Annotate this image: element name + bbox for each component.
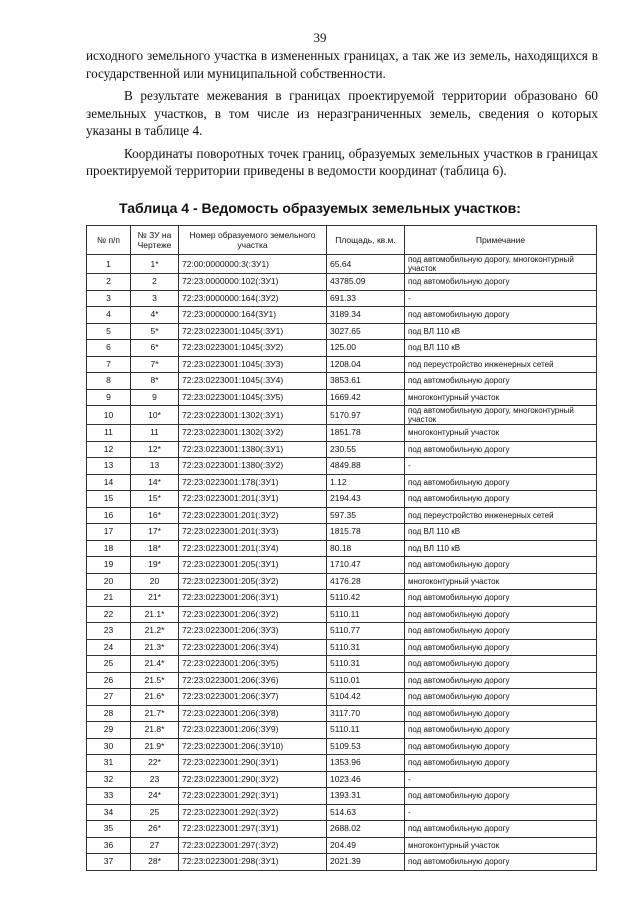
cell-plot-number: 72:23:0223001:1045(:ЗУ1): [179, 323, 327, 340]
cell-note: -: [405, 771, 597, 788]
cell-drawing-number: 21.4*: [131, 656, 179, 673]
cell-area: 5110.42: [327, 590, 405, 607]
cell-area: 514.63: [327, 804, 405, 821]
cell-area: 204.49: [327, 837, 405, 854]
column-header-area: Площадь, кв.м.: [327, 226, 405, 255]
cell-plot-number: 72:23:0223001:205(:ЗУ2): [179, 573, 327, 590]
cell-index: 34: [87, 804, 131, 821]
cell-note: под автомобильную дорогу: [405, 672, 597, 689]
cell-index: 16: [87, 507, 131, 524]
cell-area: 5110.31: [327, 639, 405, 656]
table-row: [87, 507, 597, 524]
cell-area: 3117.70: [327, 705, 405, 722]
body-text: [86, 47, 598, 185]
cell-index: 13: [87, 458, 131, 475]
cell-drawing-number: 19*: [131, 557, 179, 574]
cell-drawing-number: 9: [131, 389, 179, 406]
cell-area: 3853.61: [327, 373, 405, 390]
cell-index: 5: [87, 323, 131, 340]
cell-index: 4: [87, 307, 131, 324]
cell-note: под автомобильную дорогу: [405, 656, 597, 673]
cell-area: 1393.31: [327, 788, 405, 805]
cell-plot-number: 72:23:0223001:290(:ЗУ2): [179, 771, 327, 788]
cell-area: 1851.78: [327, 425, 405, 442]
cell-drawing-number: 21*: [131, 590, 179, 607]
cell-area: 65.64: [327, 255, 405, 274]
page-number: 39: [313, 30, 327, 45]
table-row: [87, 804, 597, 821]
cell-area: 1710.47: [327, 557, 405, 574]
table-row: [87, 672, 597, 689]
cell-area: 597.35: [327, 507, 405, 524]
cell-note: под автомобильную дорогу: [405, 373, 597, 390]
table-row: [87, 656, 597, 673]
table-row: [87, 255, 597, 274]
table-row: [87, 425, 597, 442]
cell-drawing-number: 21.7*: [131, 705, 179, 722]
cell-area: 1669.42: [327, 389, 405, 406]
cell-note: под автомобильную дорогу, многоконтурный участок: [405, 255, 597, 274]
cell-note: многоконтурный участок: [405, 425, 597, 442]
column-header-index: № п/п: [87, 226, 131, 255]
cell-drawing-number: 2: [131, 274, 179, 291]
cell-plot-number: 72:23:0223001:292(:ЗУ2): [179, 804, 327, 821]
cell-area: 5110.11: [327, 722, 405, 739]
column-header-note: Примечание: [405, 226, 597, 255]
cell-index: 6: [87, 340, 131, 357]
cell-plot-number: 72:23:0223001:206(:ЗУ3): [179, 623, 327, 640]
cell-drawing-number: 11: [131, 425, 179, 442]
cell-plot-number: 72:23:0223001:1302(:ЗУ2): [179, 425, 327, 442]
cell-drawing-number: 25: [131, 804, 179, 821]
cell-plot-number: 72:23:0000000:102(:ЗУ1): [179, 274, 327, 291]
cell-area: 1815.78: [327, 524, 405, 541]
cell-index: 20: [87, 573, 131, 590]
cell-plot-number: 72:23:0223001:297(:ЗУ2): [179, 837, 327, 854]
cell-plot-number: 72:23:0223001:1045(:ЗУ4): [179, 373, 327, 390]
table-row: [87, 821, 597, 838]
cell-drawing-number: 12*: [131, 441, 179, 458]
column-header-drawing-number: № ЗУ на Чертеже: [131, 226, 179, 255]
cell-note: под автомобильную дорогу: [405, 705, 597, 722]
cell-index: 18: [87, 540, 131, 557]
table-row: [87, 755, 597, 772]
cell-note: под автомобильную дорогу: [405, 623, 597, 640]
cell-plot-number: 72:23:0223001:201(:ЗУ2): [179, 507, 327, 524]
cell-note: под автомобильную дорогу: [405, 590, 597, 607]
cell-note: под автомобильную дорогу, многоконтурный участок: [405, 406, 597, 425]
table-row: [87, 290, 597, 307]
cell-drawing-number: 20: [131, 573, 179, 590]
cell-plot-number: 72:23:0223001:206(:ЗУ9): [179, 722, 327, 739]
table-row: [87, 340, 597, 357]
cell-plot-number: 72:23:0223001:1045(:ЗУ3): [179, 356, 327, 373]
cell-drawing-number: 1*: [131, 255, 179, 274]
cell-note: под автомобильную дорогу: [405, 755, 597, 772]
cell-area: 4176.28: [327, 573, 405, 590]
cell-drawing-number: 21.5*: [131, 672, 179, 689]
table-body: [87, 255, 597, 871]
cell-drawing-number: 21.9*: [131, 738, 179, 755]
cell-plot-number: 72:23:0223001:206(:ЗУ4): [179, 639, 327, 656]
cell-index: 11: [87, 425, 131, 442]
cell-area: 691.33: [327, 290, 405, 307]
cell-drawing-number: 26*: [131, 821, 179, 838]
cell-drawing-number: 3: [131, 290, 179, 307]
cell-drawing-number: 27: [131, 837, 179, 854]
cell-area: 1208.04: [327, 356, 405, 373]
table-row: [87, 373, 597, 390]
cell-note: под автомобильную дорогу: [405, 639, 597, 656]
cell-note: под автомобильную дорогу: [405, 854, 597, 871]
cell-area: 4849.88: [327, 458, 405, 475]
cell-note: под ВЛ 110 кВ: [405, 340, 597, 357]
cell-note: многоконтурный участок: [405, 837, 597, 854]
table-title: Таблица 4 - Ведомость образуемых земельных участков:: [119, 200, 521, 216]
cell-drawing-number: 13: [131, 458, 179, 475]
cell-index: 15: [87, 491, 131, 508]
table-row: [87, 441, 597, 458]
table-row: [87, 389, 597, 406]
cell-index: 24: [87, 639, 131, 656]
cell-area: 1.12: [327, 474, 405, 491]
cell-index: 29: [87, 722, 131, 739]
cell-area: 230.55: [327, 441, 405, 458]
cell-note: -: [405, 458, 597, 475]
cell-index: 21: [87, 590, 131, 607]
cell-area: 1353.96: [327, 755, 405, 772]
cell-index: 35: [87, 821, 131, 838]
cell-note: под переустройство инженерных сетей: [405, 507, 597, 524]
cell-drawing-number: 24*: [131, 788, 179, 805]
cell-note: под автомобильную дорогу: [405, 689, 597, 706]
cell-drawing-number: 5*: [131, 323, 179, 340]
table-row: [87, 623, 597, 640]
cell-drawing-number: 22*: [131, 755, 179, 772]
cell-plot-number: 72:23:0000000:164(:ЗУ2): [179, 290, 327, 307]
cell-index: 10: [87, 406, 131, 425]
table-row: [87, 705, 597, 722]
cell-drawing-number: 23: [131, 771, 179, 788]
cell-note: под автомобильную дорогу: [405, 606, 597, 623]
cell-area: 3027.65: [327, 323, 405, 340]
cell-note: под ВЛ 110 кВ: [405, 524, 597, 541]
cell-index: 30: [87, 738, 131, 755]
cell-drawing-number: 7*: [131, 356, 179, 373]
cell-note: под автомобильную дорогу: [405, 441, 597, 458]
cell-area: 5110.01: [327, 672, 405, 689]
cell-index: 28: [87, 705, 131, 722]
table-row: [87, 854, 597, 871]
cell-note: -: [405, 804, 597, 821]
cell-note: под автомобильную дорогу: [405, 557, 597, 574]
paragraph: Координаты поворотных точек границ, образуемых земельных участков в границах проектируемой территории приведены в ведомости координат (таблица 6).: [86, 145, 598, 178]
cell-note: под автомобильную дорогу: [405, 474, 597, 491]
cell-drawing-number: 8*: [131, 373, 179, 390]
cell-drawing-number: 6*: [131, 340, 179, 357]
cell-note: под ВЛ 110 кВ: [405, 540, 597, 557]
cell-index: 14: [87, 474, 131, 491]
cell-drawing-number: 21.6*: [131, 689, 179, 706]
cell-note: под автомобильную дорогу: [405, 491, 597, 508]
cell-plot-number: 72:23:0000000:164(ЗУ1): [179, 307, 327, 324]
table-row: [87, 406, 597, 425]
cell-plot-number: 72:23:0223001:206(:ЗУ10): [179, 738, 327, 755]
cell-index: 31: [87, 755, 131, 772]
table-row: [87, 307, 597, 324]
cell-plot-number: 72:23:0223001:206(:ЗУ7): [179, 689, 327, 706]
cell-plot-number: 72:23:0223001:206(:ЗУ6): [179, 672, 327, 689]
cell-index: 3: [87, 290, 131, 307]
table-row: [87, 524, 597, 541]
cell-drawing-number: 21.8*: [131, 722, 179, 739]
table-row: [87, 590, 597, 607]
table-row: [87, 722, 597, 739]
cell-drawing-number: 21.3*: [131, 639, 179, 656]
cell-plot-number: 72:23:0223001:206(:ЗУ5): [179, 656, 327, 673]
cell-index: 27: [87, 689, 131, 706]
cell-plot-number: 72:23:0223001:205(:ЗУ1): [179, 557, 327, 574]
cell-index: 8: [87, 373, 131, 390]
cell-area: 2194.43: [327, 491, 405, 508]
cell-plot-number: 72:23:0223001:290(:ЗУ1): [179, 755, 327, 772]
land-plots-table: [86, 225, 597, 871]
cell-plot-number: 72:23:0223001:1045(:ЗУ2): [179, 340, 327, 357]
cell-area: 43785.09: [327, 274, 405, 291]
table-row: [87, 356, 597, 373]
cell-area: 1023.46: [327, 771, 405, 788]
cell-area: 2021.39: [327, 854, 405, 871]
cell-area: 2688.02: [327, 821, 405, 838]
paragraph: В результате межевания в границах проектируемой территории образовано 60 земельных участков, в том числе из неразграниченных земель, сведения о которых указаны в таблице 4.: [86, 88, 598, 138]
cell-drawing-number: 17*: [131, 524, 179, 541]
cell-area: 125.00: [327, 340, 405, 357]
cell-drawing-number: 14*: [131, 474, 179, 491]
cell-note: под автомобильную дорогу: [405, 788, 597, 805]
cell-index: 17: [87, 524, 131, 541]
cell-note: под автомобильную дорогу: [405, 722, 597, 739]
cell-plot-number: 72:23:0223001:201(:ЗУ4): [179, 540, 327, 557]
cell-area: 3189.34: [327, 307, 405, 324]
table-row: [87, 689, 597, 706]
cell-index: 12: [87, 441, 131, 458]
table-row: [87, 274, 597, 291]
cell-note: -: [405, 290, 597, 307]
cell-note: многоконтурный участок: [405, 573, 597, 590]
cell-note: под автомобильную дорогу: [405, 307, 597, 324]
cell-area: 5110.11: [327, 606, 405, 623]
cell-index: 2: [87, 274, 131, 291]
cell-note: под автомобильную дорогу: [405, 738, 597, 755]
cell-plot-number: 72:23:0223001:206(:ЗУ2): [179, 606, 327, 623]
table-row: [87, 458, 597, 475]
cell-index: 33: [87, 788, 131, 805]
cell-plot-number: 72:23:0223001:298(:ЗУ1): [179, 854, 327, 871]
cell-drawing-number: 16*: [131, 507, 179, 524]
cell-index: 9: [87, 389, 131, 406]
cell-index: 23: [87, 623, 131, 640]
column-header-plot-number: Номер образуемого земельного участка: [179, 226, 327, 255]
cell-index: 7: [87, 356, 131, 373]
cell-drawing-number: 10*: [131, 406, 179, 425]
cell-note: под автомобильную дорогу: [405, 274, 597, 291]
cell-area: 5104.42: [327, 689, 405, 706]
cell-note: под ВЛ 110 кВ: [405, 323, 597, 340]
cell-plot-number: 72:23:0223001:292(:ЗУ1): [179, 788, 327, 805]
table-row: [87, 788, 597, 805]
table-row: [87, 837, 597, 854]
cell-area: 80.18: [327, 540, 405, 557]
paragraph: исходного земельного участка в измененных границах, а так же из земель, находящихся в государственной или муниципальной собственности.: [86, 48, 598, 81]
cell-plot-number: 72:23:0223001:201(:ЗУ1): [179, 491, 327, 508]
cell-plot-number: 72:00:0000000:3(:ЗУ1): [179, 255, 327, 274]
cell-plot-number: 72:23:0223001:1302(:ЗУ1): [179, 406, 327, 425]
cell-plot-number: 72:23:0223001:297(:ЗУ1): [179, 821, 327, 838]
cell-index: 32: [87, 771, 131, 788]
cell-index: 19: [87, 557, 131, 574]
table-row: [87, 771, 597, 788]
cell-drawing-number: 18*: [131, 540, 179, 557]
cell-area: 5110.77: [327, 623, 405, 640]
cell-drawing-number: 4*: [131, 307, 179, 324]
cell-drawing-number: 21.1*: [131, 606, 179, 623]
cell-plot-number: 72:23:0223001:206(:ЗУ8): [179, 705, 327, 722]
cell-note: многоконтурный участок: [405, 389, 597, 406]
cell-index: 37: [87, 854, 131, 871]
cell-plot-number: 72:23:0223001:178(:ЗУ1): [179, 474, 327, 491]
cell-plot-number: 72:23:0223001:1045(:ЗУ5): [179, 389, 327, 406]
cell-index: 1: [87, 255, 131, 274]
cell-plot-number: 72:23:0223001:206(:ЗУ1): [179, 590, 327, 607]
cell-area: 5170.97: [327, 406, 405, 425]
table-row: [87, 323, 597, 340]
table-row: [87, 557, 597, 574]
cell-drawing-number: 21.2*: [131, 623, 179, 640]
cell-index: 25: [87, 656, 131, 673]
cell-plot-number: 72:23:0223001:201(:ЗУ3): [179, 524, 327, 541]
table-row: [87, 540, 597, 557]
cell-area: 5110.31: [327, 656, 405, 673]
cell-drawing-number: 15*: [131, 491, 179, 508]
cell-note: под переустройство инженерных сетей: [405, 356, 597, 373]
table-row: [87, 738, 597, 755]
table-header-row: [87, 226, 597, 255]
cell-plot-number: 72:23:0223001:1380(:ЗУ1): [179, 441, 327, 458]
table-row: [87, 573, 597, 590]
cell-drawing-number: 28*: [131, 854, 179, 871]
cell-index: 22: [87, 606, 131, 623]
cell-index: 36: [87, 837, 131, 854]
table-row: [87, 639, 597, 656]
table-row: [87, 474, 597, 491]
cell-plot-number: 72:23:0223001:1380(:ЗУ2): [179, 458, 327, 475]
cell-index: 26: [87, 672, 131, 689]
cell-area: 5109.53: [327, 738, 405, 755]
cell-note: под автомобильную дорогу: [405, 821, 597, 838]
table-row: [87, 606, 597, 623]
table-row: [87, 491, 597, 508]
